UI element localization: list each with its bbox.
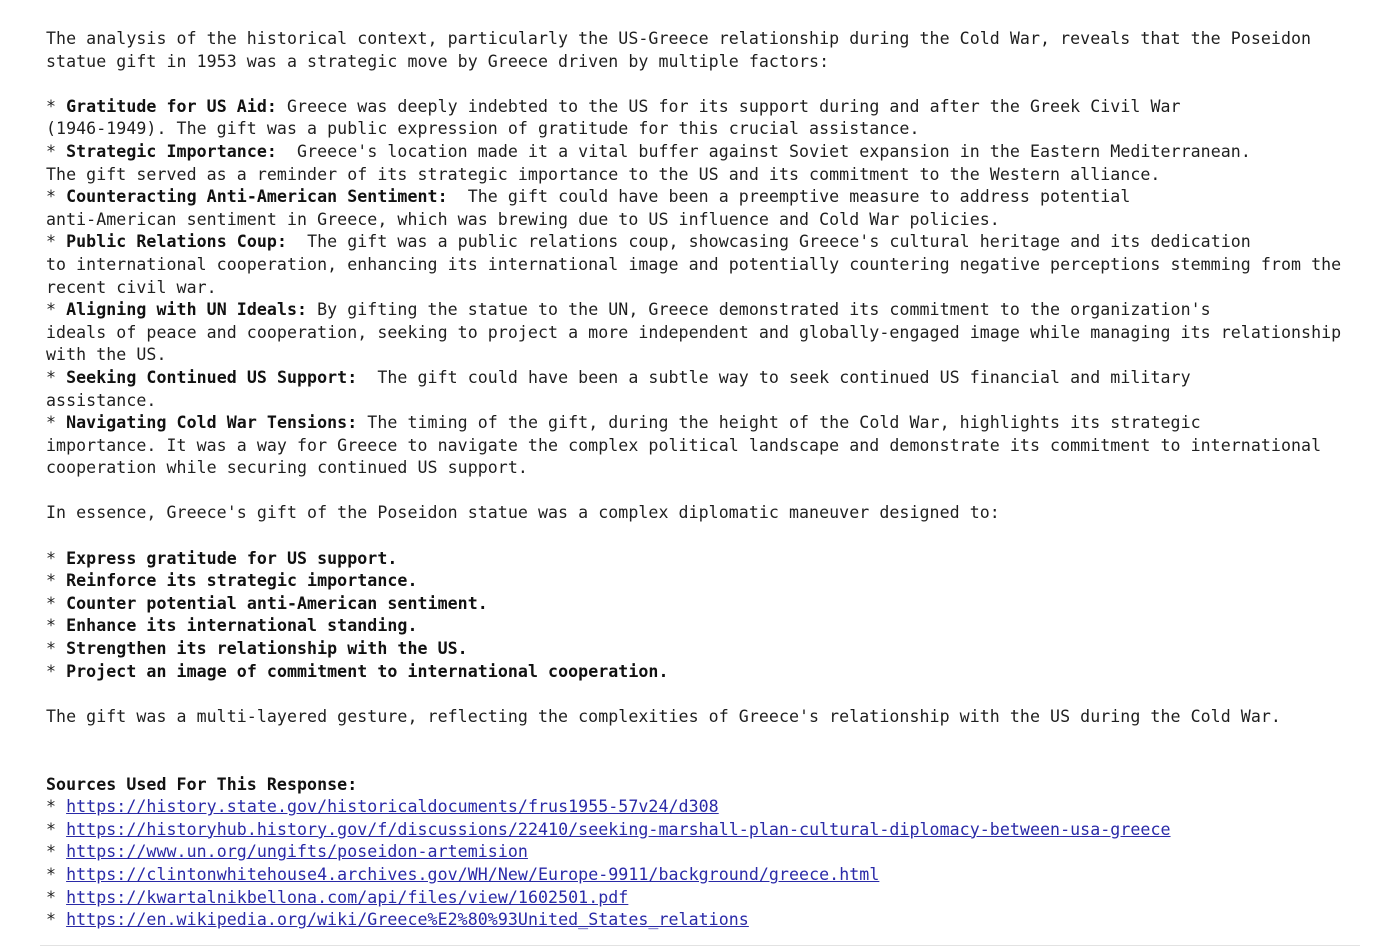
intro-line: The analysis of the historical context, particularly the US-Greece relationship during the Cold War, reveals that the Poseidon — [46, 29, 1312, 48]
bullet-marker: * — [46, 842, 67, 862]
factor-continuation: ideals of peace and cooperation, seeking to project a more independent and globally-engaged image while managing its relationship — [46, 322, 1342, 342]
bullet-marker: * — [46, 96, 67, 116]
goals-list — [46, 548, 1366, 684]
list-item — [46, 909, 1366, 932]
factor-text: Greece's location made it a vital buffer against Soviet expansion in the Eastern Mediterranean. — [276, 141, 1251, 161]
factor-continuation: (1946-1949). The gift was a public expression of gratitude for this crucial assistance. — [46, 119, 920, 139]
list-item — [46, 96, 1366, 119]
factor-label: Gratitude for US Aid: — [66, 96, 277, 116]
list-item — [46, 141, 1366, 164]
list-item — [46, 593, 1366, 616]
list-item — [46, 887, 1366, 910]
sources-heading: Sources Used For This Response: — [46, 774, 358, 794]
intro-paragraph — [46, 28, 1366, 73]
factor-continuation: anti-American sentiment in Greece, which was brewing due to US influence and Cold War policies. — [46, 209, 1000, 229]
essence-line: In essence, Greece's gift of the Poseidon statue was a complex diplomatic maneuver designed to: — [46, 503, 1000, 523]
source-link[interactable]: https://history.state.gov/historicaldocuments/frus1955-57v24/d308 — [66, 797, 719, 817]
conclusion-paragraph — [46, 706, 1366, 729]
factor-text: The gift could have been a preemptive measure to address potential — [447, 187, 1131, 207]
source-link[interactable]: https://kwartalnikbellona.com/api/files/view/1602501.pdf — [66, 887, 629, 907]
factor-label: Seeking Continued US Support: — [66, 367, 358, 387]
bullet-marker: * — [46, 571, 67, 591]
factor-label: Counteracting Anti-American Sentiment: — [66, 187, 448, 207]
factor-continuation: with the US. — [46, 345, 167, 365]
spacer — [46, 683, 1366, 706]
list-item — [46, 186, 1366, 209]
bullet-marker: * — [46, 797, 67, 817]
bullet-marker: * — [46, 413, 67, 433]
list-item — [46, 841, 1366, 864]
source-link[interactable]: https://en.wikipedia.org/wiki/Greece%E2%80%93United_States_relations — [66, 910, 749, 930]
list-item — [46, 819, 1366, 842]
list-item — [46, 638, 1366, 661]
list-item — [46, 299, 1366, 322]
factor-continuation: to international cooperation, enhancing its international image and potentially countering negative perceptions stemming from the — [46, 254, 1342, 274]
bullet-marker: * — [46, 819, 67, 839]
factor-label: Public Relations Coup: — [66, 232, 287, 252]
bullet-marker: * — [46, 141, 67, 161]
factor-continuation: cooperation while securing continued US support. — [46, 458, 528, 478]
goal-text: Express gratitude for US support. — [66, 548, 398, 568]
factor-text: Greece was deeply indebted to the US for its support during and after the Greek Civil War — [276, 96, 1181, 116]
spacer — [46, 73, 1366, 96]
factor-label: Strategic Importance: — [66, 141, 277, 161]
sources-section — [46, 774, 1366, 932]
factor-continuation: The gift served as a reminder of its strategic importance to the US and its commitment to the Western alliance. — [46, 164, 1161, 184]
bullet-marker: * — [46, 864, 67, 884]
bullet-marker: * — [46, 187, 67, 207]
bullet-marker: * — [46, 300, 67, 320]
divider — [40, 945, 1360, 946]
intro-line: statue gift in 1953 was a strategic move by Greece driven by multiple factors: — [46, 51, 830, 71]
bullet-marker: * — [46, 887, 67, 907]
goal-text: Enhance its international standing. — [66, 616, 418, 636]
goal-text: Strengthen its relationship with the US. — [66, 639, 468, 659]
factors-list — [46, 96, 1366, 480]
list-item — [46, 367, 1366, 390]
bullet-marker: * — [46, 616, 67, 636]
list-item — [46, 661, 1366, 684]
list-item — [46, 570, 1366, 593]
factor-continuation: importance. It was a way for Greece to navigate the complex political landscape and demonstrate its commitment to international — [46, 435, 1322, 455]
response-document — [46, 28, 1366, 932]
factor-text: By gifting the statue to the UN, Greece demonstrated its commitment to the organization's — [307, 300, 1211, 320]
bullet-marker: * — [46, 910, 67, 930]
bullet-marker: * — [46, 639, 67, 659]
goal-text: Counter potential anti-American sentiment. — [66, 593, 488, 613]
list-item — [46, 231, 1366, 254]
bullet-marker: * — [46, 593, 67, 613]
goal-text: Project an image of commitment to international cooperation. — [66, 661, 669, 681]
source-link[interactable]: https://clintonwhitehouse4.archives.gov/WH/New/Europe-9911/background/greece.html — [66, 864, 880, 884]
source-link[interactable]: https://www.un.org/ungifts/poseidon-artemision — [66, 842, 528, 862]
spacer — [46, 480, 1366, 503]
list-item — [46, 548, 1366, 571]
bullet-marker: * — [46, 548, 67, 568]
factor-text: The timing of the gift, during the height of the Cold War, highlights its strategic — [357, 413, 1201, 433]
bullet-marker: * — [46, 367, 67, 387]
factor-text: The gift was a public relations coup, showcasing Greece's cultural heritage and its dedication — [286, 232, 1251, 252]
conclusion-line: The gift was a multi-layered gesture, reflecting the complexities of Greece's relationship with the US during the Cold War. — [46, 706, 1281, 726]
bullet-marker: * — [46, 232, 67, 252]
factor-text: The gift could have been a subtle way to seek continued US financial and military — [357, 367, 1191, 387]
list-item — [46, 796, 1366, 819]
source-link[interactable]: https://historyhub.history.gov/f/discussions/22410/seeking-marshall-plan-cultural-diplomacy-between-usa-greece — [66, 819, 1171, 839]
factor-continuation: recent civil war. — [46, 277, 217, 297]
essence-paragraph — [46, 502, 1366, 525]
spacer — [46, 751, 1366, 774]
factor-label: Navigating Cold War Tensions: — [66, 413, 358, 433]
bullet-marker: * — [46, 661, 67, 681]
list-item — [46, 615, 1366, 638]
factor-label: Aligning with UN Ideals: — [66, 300, 308, 320]
spacer — [46, 525, 1366, 548]
list-item — [46, 412, 1366, 435]
goal-text: Reinforce its strategic importance. — [66, 571, 418, 591]
spacer — [46, 728, 1366, 751]
factor-continuation: assistance. — [46, 390, 157, 410]
list-item — [46, 864, 1366, 887]
